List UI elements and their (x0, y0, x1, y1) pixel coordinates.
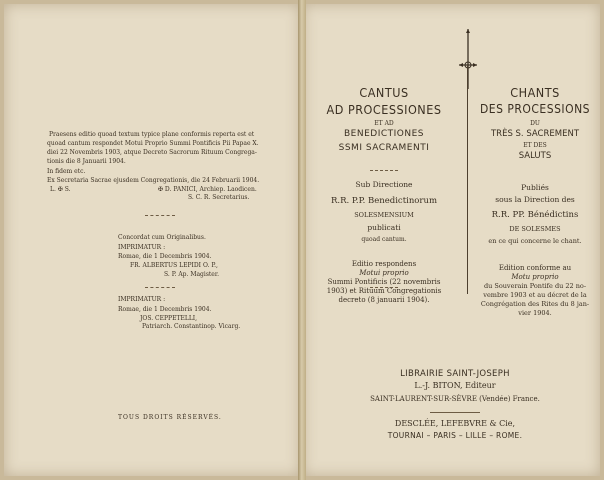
imprimatur-label-1: IMPRIMATUR : (118, 244, 166, 251)
para-line: quoad cantum respondet Motui Proprio Summi Pontificis Pii Papae X. (47, 140, 259, 147)
imprimatur-label-2: IMPRIMATUR : (118, 296, 166, 303)
french-en-ce: en ce qui concerne le chant. (488, 237, 582, 245)
cross-ornament-icon (459, 29, 477, 89)
french-column (471, 84, 599, 318)
imprimatur-title-1: S. P. Ap. Magister. (164, 271, 219, 278)
para-line: Praesens editio quoad textum typice plane conformis reperta est et (49, 131, 255, 138)
divider (145, 215, 175, 216)
para-line: diei 22 Novembris 1903, atque Decreto Sacrorum Rituum Congrega- (47, 149, 257, 156)
french-ed-1: Edition conforme au (498, 264, 572, 272)
latin-column (305, 84, 463, 305)
latin-ed-3: Summi Pontificis (22 novembris (327, 278, 441, 286)
french-solesmes: DE SOLESMES (509, 225, 561, 233)
latin-sub-directione: Sub Directione (355, 180, 413, 189)
ls-seal: L. ✠ S. (50, 186, 71, 193)
signature-line-2: S. C. R. Secretarius. (188, 194, 250, 201)
french-title-3: TRÈS S. SACREMENT (490, 129, 580, 139)
french-rrpp: R.R. PP. Bénédictins (491, 210, 579, 220)
imprimatur-name-1: FR. ALBERTUS LEPIDI O. P., (130, 262, 218, 269)
latin-rpp: R.R. P.P. Benedictinorum (330, 196, 438, 206)
latin-quoad: quoad cantum. (361, 236, 407, 243)
latin-et-ad: ET AD (374, 120, 394, 127)
french-du: DU (530, 120, 540, 127)
approval-paragraph (47, 130, 287, 166)
divider (145, 287, 175, 288)
latin-ed-1: Editio respondens (351, 260, 417, 268)
french-sous: sous la Direction des (495, 195, 575, 204)
divider (430, 412, 480, 413)
french-et-des: ET DES (523, 142, 547, 149)
imprimatur-name-2: JOS. CEPPETELLI, (140, 315, 198, 322)
publisher-line-2: L.-J. BITON, Editeur (414, 381, 496, 390)
rights-reserved: TOUS DROITS RÉSERVÉS. (118, 414, 222, 421)
latin-title-1: CANTUS (359, 85, 409, 100)
secretaria-line: Ex Secretaria Sacrae ejusdem Congregationis, die 24 Februarii 1904. (47, 177, 260, 184)
concordat: Concordat cum Originalibus. (118, 234, 206, 241)
latin-ed-4: 1903) et Rituum Congregationis (326, 287, 442, 295)
latin-solesmensium: SOLESMENSIUM (354, 211, 414, 219)
latin-title-2: AD PROCESSIONES (326, 102, 442, 117)
publisher-line-3: SAINT-LAURENT-SUR-SÈVRE (Vendée) France. (370, 395, 540, 403)
french-ed-2: Motu proprio (511, 273, 559, 281)
latin-ed-5: decreto (8 januarii 1904). (338, 296, 430, 304)
french-ed-5: Congrégation des Rites du 8 jan- (480, 300, 590, 308)
divider (370, 170, 398, 171)
imprimatur-title-2: Patriarch. Constantinop. Vicarg. (142, 323, 241, 330)
french-title-1: CHANTS (510, 85, 560, 100)
latin-ed-2: Motui proprio (359, 269, 409, 277)
french-title-2: DES PROCESSIONS (479, 102, 591, 116)
french-ed-3: du Souverain Pontife du 22 no- (483, 282, 587, 290)
french-ed-4: vembre 1903 et au décret de la (483, 291, 587, 299)
latin-title-4: SSMI SACRAMENTI (338, 143, 430, 153)
publisher-block (330, 368, 580, 442)
publisher-line-5: TOURNAI – PARIS – LILLE – ROME. (387, 431, 523, 440)
imprimatur-place-2: Romae, die 1 Decembris 1904. (118, 306, 212, 313)
publisher-line-1: LIBRAIRIE SAINT-JOSEPH (400, 369, 510, 379)
in-fidem: In fidem etc. (47, 168, 86, 175)
latin-title-3: BENEDICTIONES (343, 129, 425, 139)
column-rule (467, 66, 468, 294)
imprimatur-place-1: Romae, die 1 Decembris 1904. (118, 253, 212, 260)
french-title-4: SALUTS (518, 151, 552, 161)
publisher-line-4: DESCLÉE, LEFEBVRE & Cie, (394, 419, 516, 428)
french-ed-6: vier 1904. (518, 309, 552, 317)
french-publies: Publiés (521, 183, 549, 192)
divider (370, 287, 398, 288)
signature-line-1: ✠ D. PANICI, Archiep. Laodicen. (158, 186, 257, 193)
para-line: tionis die 8 Januarii 1904. (47, 158, 126, 165)
latin-publicati: publicati (367, 223, 401, 232)
